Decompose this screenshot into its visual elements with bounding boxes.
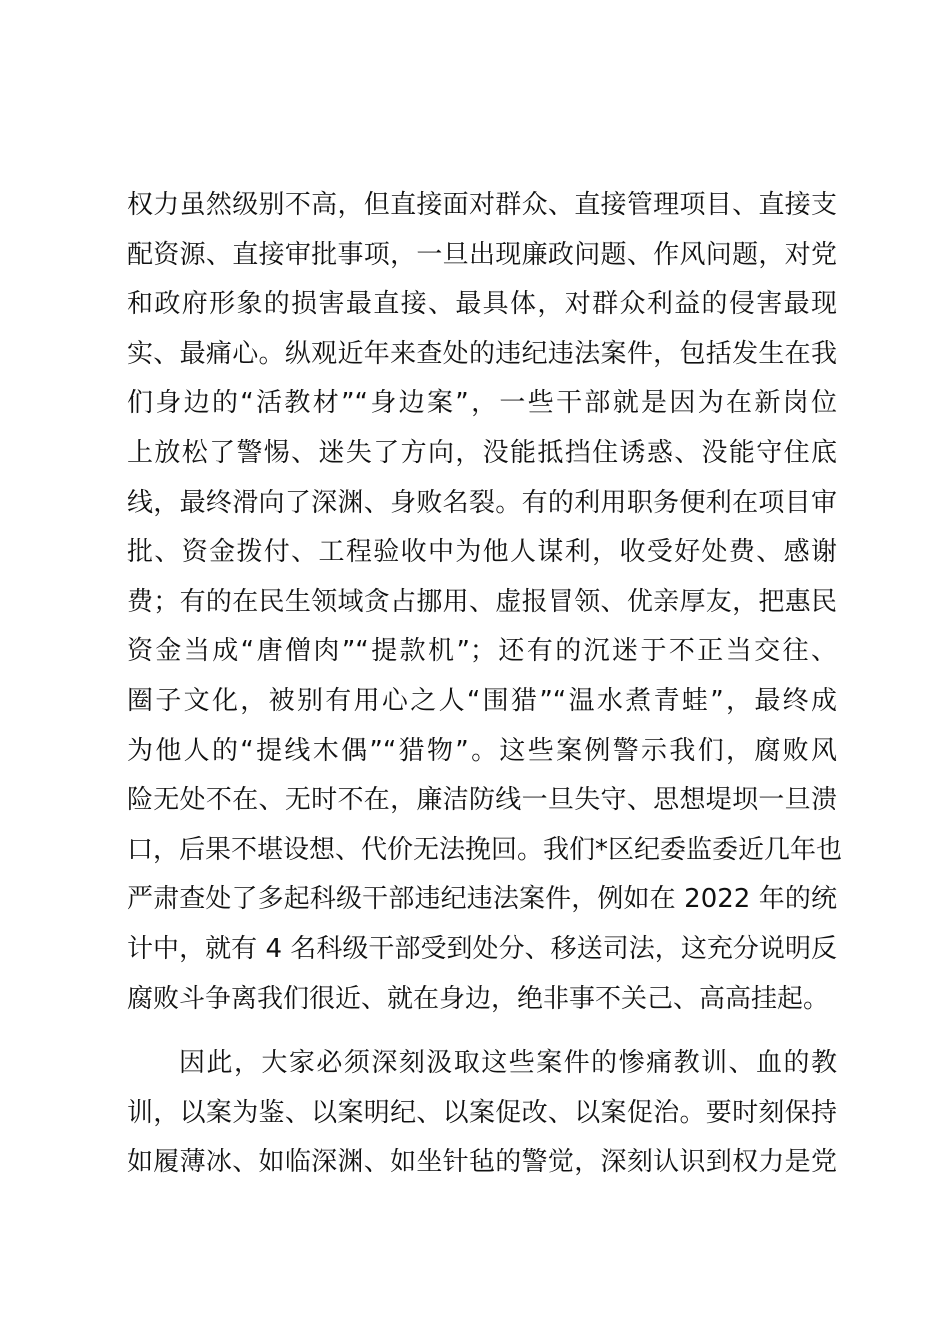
text-line: 口，后果不堪设想、代价无法挽回。我们*区纪委监委近几年也: [127, 834, 843, 865]
paragraph-1: [127, 181, 843, 1024]
text-line: 资金当成“唐僧肉”“提款机”；还有的沉迷于不正当交往、: [127, 636, 837, 667]
text-line: 险无处不在、无时不在，廉洁防线一旦失守、思想堤坝一旦溃: [127, 785, 837, 816]
text-line: 计中，就有 4 名科级干部受到处分、移送司法，这充分说明反: [127, 933, 837, 964]
text-line: 实、最痛心。纵观近年来查处的违纪违法案件，包括发生在我: [127, 338, 837, 369]
text-line: 因此，大家必须深刻汲取这些案件的惨痛教训、血的教: [179, 1048, 837, 1079]
text-line: 为他人的“提线木偶”“猎物”。这些案例警示我们，腐败风: [127, 735, 837, 766]
paragraph-2: [127, 1039, 837, 1188]
document-body: [127, 181, 843, 1188]
text-line: 费；有的在民生领域贪占挪用、虚报冒领、优亲厚友，把惠民: [127, 586, 837, 617]
text-line: 们身边的“活教材”“身边案”，一些干部就是因为在新岗位: [127, 388, 837, 419]
text-line: 线，最终滑向了深渊、身败名裂。有的利用职务便利在项目审: [127, 487, 837, 518]
text-line: 圈子文化，被别有用心之人“围猎”“温水煮青蛙”，最终成: [127, 685, 837, 716]
text-line: 腐败斗争离我们很近、就在身边，绝非事不关己、高高挂起。: [127, 983, 830, 1014]
text-line: 训，以案为鉴、以案明纪、以案促改、以案促治。要时刻保持: [127, 1097, 837, 1128]
text-line: 上放松了警惕、迷失了方向，没能抵挡住诱惑、没能守住底: [127, 437, 837, 468]
text-line: 和政府形象的损害最直接、最具体，对群众利益的侵害最现: [127, 289, 837, 320]
text-line: 权力虽然级别不高，但直接面对群众、直接管理项目、直接支: [127, 190, 837, 220]
text-line: 如履薄冰、如临深渊、如坐针毡的警觉，深刻认识到权力是党: [127, 1147, 837, 1178]
text-line: 配资源、直接审批事项，一旦出现廉政问题、作风问题，对党: [127, 239, 837, 270]
text-line: 批、资金拨付、工程验收中为他人谋利，收受好处费、感谢: [127, 537, 837, 568]
text-line: 严肃查处了多起科级干部违纪违法案件，例如在 2022 年的统: [127, 884, 837, 915]
